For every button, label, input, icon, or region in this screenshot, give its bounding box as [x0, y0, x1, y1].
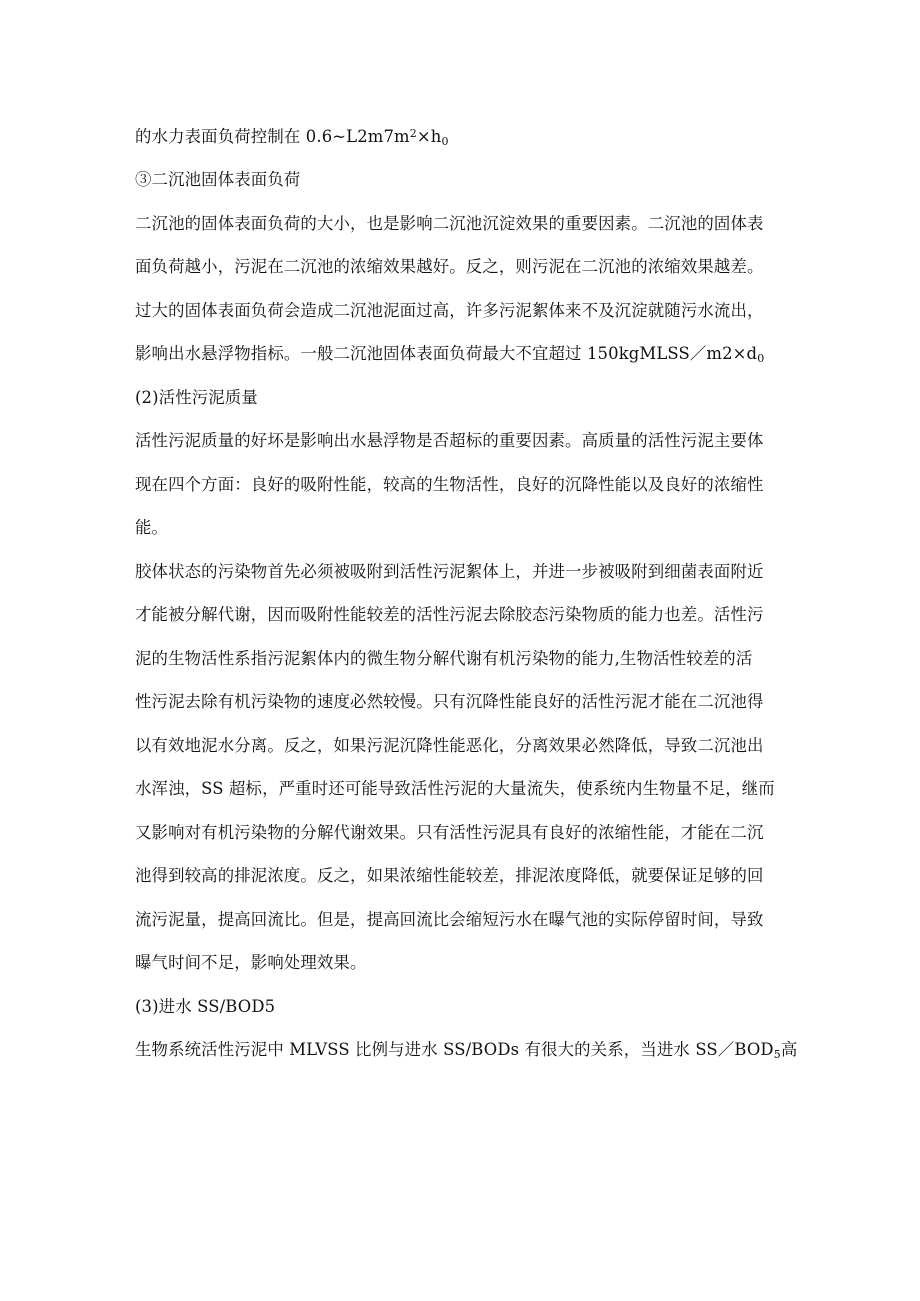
section-heading-sludge-quality: (2)活性污泥质量 [135, 388, 258, 407]
paragraph-line: 过大的固体表面负荷会造成二沉池泥面过高，许多污泥絮体来不及沉淀就随污水流出， [135, 301, 764, 320]
text-fragment: 的水力表面负荷控制在 0.6~L2m7m [135, 127, 410, 146]
paragraph-line: 池得到较高的排泥浓度。反之，如果浓缩性能较差，排泥浓度降低，就要保证足够的回 [135, 866, 764, 885]
paragraph-line: 二沉池的固体表面负荷的大小，也是影响二沉池沉淀效果的重要因素。二沉池的固体表 [135, 214, 764, 233]
paragraph-line: 能。 [135, 518, 169, 537]
paragraph-line: 流污泥量，提高回流比。但是，提高回流比会缩短污水在曝气池的实际停留时间，导致 [135, 910, 764, 929]
paragraph-line: 水浑浊，SS 超标，严重时还可能导致活性污泥的大量流失，使系统内生物量不足，继而 [135, 779, 775, 798]
paragraph-line: 又影响对有机污染物的分解代谢效果。只有活性污泥具有良好的浓缩性能，才能在二沉 [135, 823, 764, 842]
paragraph-line: 才能被分解代谢，因而吸附性能较差的活性污泥去除胶态污染物质的能力也差。活性污 [135, 605, 764, 624]
subheading-solids-load: ③二沉池固体表面负荷 [135, 170, 301, 189]
paragraph-line: 活性污泥质量的好坏是影响出水悬浮物是否超标的重要因素。高质量的活性污泥主要体 [135, 431, 764, 450]
paragraph-line: 曝气时间不足，影响处理效果。 [135, 953, 367, 972]
paragraph-line: 以有效地泥水分离。反之，如果污泥沉降性能恶化，分离效果必然降低，导致二沉池出 [135, 736, 764, 755]
text-fragment: 高 [780, 1040, 798, 1059]
paragraph-line [135, 343, 790, 365]
paragraph-line: 面负荷越小，污泥在二沉池的浓缩效果越好。反之，则污泥在二沉池的浓缩效果越差。 [135, 257, 764, 276]
subscript: 5 [773, 1048, 781, 1061]
section-heading-ss-bod5: (3)进水 SS/BOD5 [135, 997, 276, 1016]
paragraph-line [135, 1039, 798, 1061]
text-fragment: 影响出水悬浮物指标。一般二沉池固体表面负荷最大不宜超过 150kgMLSS／m2×d [135, 344, 758, 363]
paragraph-line: 泥的生物活性系指污泥絮体内的微生物分解代谢有机污染物的能力,生物活性较差的活 [135, 649, 753, 668]
paragraph-line: 现在四个方面：良好的吸附性能，较高的生物活性，良好的沉降性能以及良好的浓缩性 [135, 475, 764, 494]
paragraph-line: 性污泥去除有机污染物的速度必然较慢。只有沉降性能良好的活性污泥才能在二沉池得 [135, 692, 764, 711]
subscript: 0 [441, 135, 449, 148]
paragraph-line: 胶体状态的污染物首先必须被吸附到活性污泥絮体上，并进一步被吸附到细菌表面附近 [135, 562, 764, 581]
text-fragment: ×h [416, 127, 442, 146]
superscript: 2 [409, 127, 417, 140]
text-line-hydraulic-load [135, 126, 790, 148]
subscript: 0 [757, 352, 765, 365]
text-fragment: 生物系统活性污泥中 MLVSS 比例与进水 SS/BODs 有很大的关系，当进水 SS／BOD [135, 1040, 774, 1059]
